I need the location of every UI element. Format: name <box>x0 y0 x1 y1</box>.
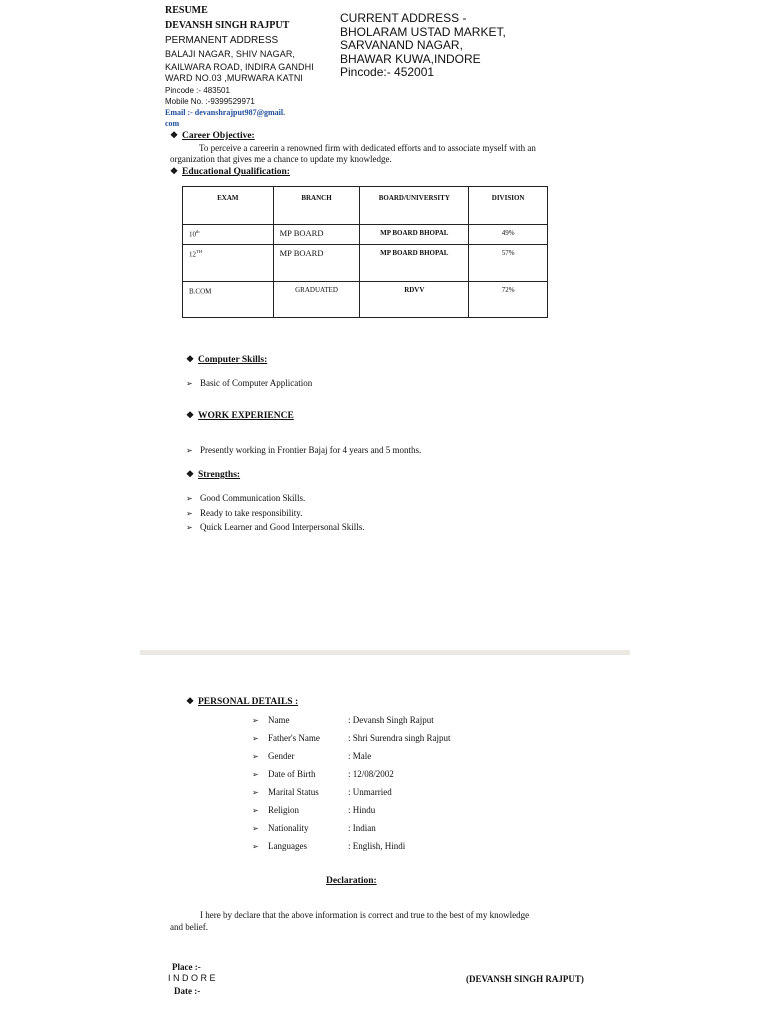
list-item: ➢ Ready to take responsibility. <box>186 508 303 518</box>
declaration-heading: Declaration: <box>326 876 377 886</box>
diamond-bullet-icon: ❖ <box>170 166 179 176</box>
diamond-bullet-icon: ❖ <box>186 696 195 706</box>
mobile-number: Mobile No. :-9399529971 <box>165 97 255 106</box>
branch-cell: MP BOARD <box>273 225 360 245</box>
resume-page-2 <box>140 655 630 1024</box>
list-item: ➢ Good Communication Skills. <box>186 493 306 503</box>
diamond-bullet-icon: ❖ <box>186 410 195 420</box>
declaration-text: I here by declare that the above information is correct and true to the best of my knowledge <box>200 910 530 920</box>
arrow-bullet-icon: ➢ <box>252 824 259 833</box>
declaration-text: and belief. <box>170 922 208 932</box>
arrow-bullet-icon: ➢ <box>186 494 193 503</box>
computer-skills-heading: ❖ Computer Skills: <box>186 354 268 365</box>
table-row <box>183 282 548 318</box>
personal-row-nationality: ➢ Nationality : Indian <box>252 823 376 833</box>
strengths-heading: ❖ Strengths: <box>186 469 241 480</box>
education-heading: ❖ Educational Qualification: <box>170 166 290 177</box>
resume-title: RESUME <box>165 5 208 16</box>
personal-details-heading: ❖ PERSONAL DETAILS : <box>186 696 299 707</box>
arrow-bullet-icon: ➢ <box>252 716 259 725</box>
exam-cell: 10th <box>183 225 274 245</box>
table-header-row <box>183 187 548 225</box>
personal-row-languages: ➢ Languages : English, Hindi <box>252 841 406 851</box>
arrow-bullet-icon: ➢ <box>186 509 193 518</box>
column-header-exam: EXAM <box>183 187 274 225</box>
arrow-bullet-icon: ➢ <box>252 788 259 797</box>
list-item: ➢ Quick Learner and Good Interpersonal Skills. <box>186 522 365 532</box>
list-item: ➢ Presently working in Frontier Bajaj for 4 years and 5 months. <box>186 445 422 455</box>
exam-cell: 12TH <box>183 245 274 282</box>
career-objective-text: To perceive a careerin a renowned firm with dedicated efforts and to associate myself with an <box>199 143 536 153</box>
permanent-address-line: BALAJI NAGAR, SHIV NAGAR, <box>165 49 296 59</box>
personal-row-father: ➢ Father's Name : Shri Surendra singh Rajput <box>252 733 451 743</box>
personal-row-name: ➢ Name : Devansh Singh Rajput <box>252 715 434 725</box>
table-row <box>183 245 548 282</box>
current-address-line: BHOLARAM USTAD MARKET, <box>340 24 506 39</box>
current-address-line: CURRENT ADDRESS - <box>340 11 467 25</box>
current-address-line: BHAWAR KUWA,INDORE <box>340 51 481 66</box>
work-experience-heading: ❖ WORK EXPERIENCE <box>186 410 294 421</box>
arrow-bullet-icon: ➢ <box>252 842 259 851</box>
board-cell: MP BOARD BHOPAL <box>360 225 469 245</box>
arrow-bullet-icon: ➢ <box>252 806 259 815</box>
diamond-bullet-icon: ❖ <box>186 354 195 364</box>
education-table <box>182 186 548 318</box>
arrow-bullet-icon: ➢ <box>186 379 193 388</box>
permanent-pincode: Pincode :- 483501 <box>165 86 230 95</box>
branch-cell: MP BOARD <box>273 245 360 282</box>
date-label: Date :- <box>174 986 201 996</box>
list-item: ➢ Basic of Computer Application <box>186 378 313 388</box>
personal-row-religion: ➢ Religion : Hindu <box>252 805 376 815</box>
column-header-board: BOARD/UNIVERSITY <box>360 187 469 225</box>
personal-row-gender: ➢ Gender : Male <box>252 751 372 761</box>
career-objective-heading: ❖ Career Objective: <box>170 130 255 141</box>
division-cell: 72% <box>469 282 548 318</box>
candidate-name: DEVANSH SINGH RAJPUT <box>165 20 290 31</box>
column-header-division: DIVISION <box>469 187 548 225</box>
career-objective-text: organization that gives me a chance to update my knowledge. <box>170 154 392 164</box>
current-pincode: Pincode:- 452001 <box>340 65 435 79</box>
permanent-address-label: PERMANENT ADDRESS <box>165 35 279 46</box>
board-cell: MP BOARD BHOPAL <box>360 245 469 282</box>
arrow-bullet-icon: ➢ <box>252 752 259 761</box>
arrow-bullet-icon: ➢ <box>252 734 259 743</box>
arrow-bullet-icon: ➢ <box>186 523 193 532</box>
board-cell: RDVV <box>360 282 469 318</box>
email-address-continued[interactable]: com <box>165 119 180 128</box>
permanent-address-line: WARD NO.03 ,MURWARA KATNI <box>165 73 304 83</box>
division-cell: 49% <box>469 225 548 245</box>
place-label: Place :- <box>172 962 201 972</box>
permanent-address-line: KAILWARA ROAD, INDIRA GANDHI <box>165 62 314 72</box>
diamond-bullet-icon: ❖ <box>186 469 195 479</box>
email-address[interactable]: Email :- devanshrajput987@gmail. <box>165 108 286 117</box>
signature-name: (DEVANSH SINGH RAJPUT) <box>466 974 584 984</box>
personal-row-marital: ➢ Marital Status : Unmarried <box>252 787 392 797</box>
table-row <box>183 225 548 245</box>
place-value: I N D O R E <box>168 973 216 983</box>
current-address-line: SARVANAND NAGAR, <box>340 38 463 52</box>
diamond-bullet-icon: ❖ <box>170 130 179 140</box>
arrow-bullet-icon: ➢ <box>252 770 259 779</box>
column-header-branch: BRANCH <box>273 187 360 225</box>
arrow-bullet-icon: ➢ <box>186 446 193 455</box>
personal-row-dob: ➢ Date of Birth : 12/08/2002 <box>252 769 394 779</box>
branch-cell: GRADUATED <box>273 282 360 318</box>
division-cell: 57% <box>469 245 548 282</box>
exam-cell: B.COM <box>183 282 274 318</box>
